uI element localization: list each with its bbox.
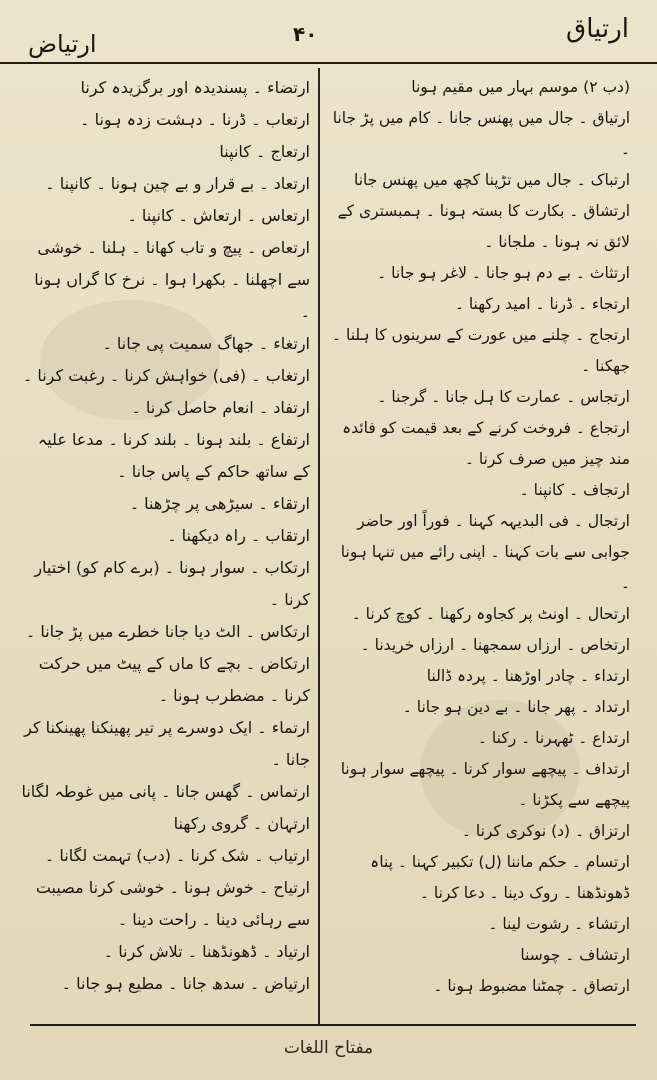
footer-rule — [30, 1024, 636, 1026]
page-number: ۴۰ — [293, 22, 318, 46]
dictionary-entry: ارتخاص ۔ ارزاں سمجھنا ۔ ارزاں خریدنا ۔ — [360, 636, 630, 654]
dictionary-entry: ارتیاح ۔ خوش ہونا ۔ خوشی کرنا مصیبت سے رہائی دینا ۔ راحت دینا ۔ — [35, 878, 310, 929]
running-head-left: ارتیاض — [28, 30, 97, 58]
dictionary-entry: ارتغاب ۔ (فی) خواہش کرنا ۔ رغبت کرنا ۔ — [22, 366, 310, 385]
dictionary-entry: ارتضاء ۔ پسندیدہ اور برگزیدہ کرنا — [80, 78, 310, 97]
right-column — [330, 72, 630, 1002]
page-header — [0, 0, 657, 62]
dictionary-entry: ارتکاب ۔ سوار ہونا ۔ (برے کام کو) اختیار کرنا ۔ — [34, 558, 310, 609]
dictionary-entry: ارتجاس ۔ عمارت کا ہل جانا ۔ گرجنا ۔ — [377, 388, 630, 406]
dictionary-entry: ارتعاج ۔ کانپنا — [219, 142, 310, 161]
dictionary-entry: ارتداف ۔ پیچھے سوار کرنا ۔ پیچھے سوار ہونا پیچھے سے پکڑنا ۔ — [340, 760, 630, 809]
dictionary-entry: ارتہان ۔ گروی رکھنا — [173, 814, 310, 833]
dictionary-entry: ارتحال ۔ اونٹ پر کجاوہ رکھنا ۔ کوچ کرنا ۔ — [351, 605, 630, 623]
dictionary-entry: ارتعاد ۔ بے قرار و بے چین ہونا ۔ کانپنا ۔ — [45, 174, 310, 193]
dictionary-entry: ارتزاق ۔ (د) نوکری کرنا ۔ — [461, 822, 630, 840]
dictionary-entry: ارتکاض ۔ بچے کا ماں کے پیٹ میں حرکت کرنا ۔ مضطرب ہونا ۔ — [38, 654, 310, 705]
dictionary-entry: ارتجاء ۔ ڈرنا ۔ امید رکھنا ۔ — [454, 295, 630, 313]
dictionary-entry: ارتعاص ۔ پیچ و تاب کھانا ۔ ہلنا ۔ خوشی سے اچھلنا ۔ بکھرا ہوا ۔ نرخ کا گراں ہونا ۔ — [34, 238, 310, 321]
dictionary-entry: (دب ۲) موسم بہار میں مقیم ہونا — [411, 78, 630, 96]
dictionary-entry: ارتماس ۔ گھس جانا ۔ پانی میں غوطہ لگانا — [21, 782, 310, 801]
dictionary-entry: ارتفاد ۔ انعام حاصل کرنا ۔ — [131, 398, 310, 417]
dictionary-entry: ارتداد ۔ پھر جانا ۔ بے دین ہو جانا ۔ — [402, 698, 630, 716]
dictionary-entry: ارتشاف ۔ چوسنا — [520, 946, 630, 964]
dictionary-entry: ارتداع ۔ ٹھہرنا ۔ رکنا ۔ — [477, 729, 630, 747]
dictionary-entry: ارتصاق ۔ چمٹنا مضبوط ہونا ۔ — [433, 977, 630, 995]
dictionary-entry: ارتماء ۔ ایک دوسرے پر تیر پھینکنا پھینکنا کر جانا ۔ — [24, 718, 310, 769]
dictionary-entry: ارتجاج ۔ چلنے میں عورت کے سرینوں کا ہلنا ۔ جھکنا ۔ — [331, 326, 630, 375]
dictionary-entry: ارتشاق ۔ بکارت کا بستہ ہونا ۔ ہمبستری کے لائق نہ ہونا ۔ ملجانا ۔ — [337, 202, 630, 251]
running-head-right: ارتیاق — [566, 14, 629, 44]
dictionary-entry: ارتقاب ۔ راہ دیکھنا ۔ — [167, 526, 310, 545]
dictionary-entry: ارتیاض ۔ سدھ جانا ۔ مطیع ہو جانا ۔ — [61, 974, 310, 993]
column-divider — [318, 68, 320, 1024]
dictionary-entry: ارتقاء ۔ سیڑھی پر چڑھنا ۔ — [129, 494, 310, 513]
dictionary-entry: ارتداء ۔ چادر اوڑھنا ۔ پردہ ڈالنا — [426, 667, 630, 685]
dictionary-entry: ارتعاب ۔ ڈرنا ۔ دہشت زدہ ہونا ۔ — [80, 110, 310, 129]
dictionary-entry: ارتفاع ۔ بلند ہونا ۔ بلند کرنا ۔ مدعا علیہ کے ساتھ حاکم کے پاس جانا ۔ — [37, 430, 310, 481]
dictionary-entry: ارتیاد ۔ ڈھونڈھنا ۔ تلاش کرنا ۔ — [103, 942, 310, 961]
left-column — [20, 72, 310, 1000]
header-rule — [0, 62, 657, 64]
dictionary-entry: ارتجال ۔ فی البدیہہ کہنا ۔ فوراً اور حاضر جوابی سے بات کہنا ۔ اپنی رائے میں تنہا ہونا ۔ — [340, 512, 630, 592]
dictionary-entry: ارتعاس ۔ ارتعاش ۔ کانپنا ۔ — [127, 206, 310, 225]
dictionary-entry: ارتسام ۔ حکم ماننا (ل) تکبیر کہنا ۔ پناہ ڈھونڈھنا ۔ روک دینا ۔ دعا کرنا ۔ — [370, 853, 630, 902]
book-title-footer: مفتاح اللغات — [283, 1038, 374, 1058]
dictionary-entry: ارتثاث ۔ بے دم ہو جانا ۔ لاغر ہو جانا ۔ — [377, 264, 630, 282]
dictionary-entry: ارتیاق ۔ جال میں پھنس جانا ۔ کام میں پڑ جانا ۔ — [332, 109, 630, 158]
dictionary-entry: ارتغاء ۔ جھاگ سمیت پی جانا ۔ — [102, 334, 310, 353]
dictionary-entry: ارتکاس ۔ الٹ دیا جانا خطرے میں پڑ جانا ۔ — [25, 622, 310, 641]
dictionary-entry: ارتشاء ۔ رشوت لینا ۔ — [488, 915, 630, 933]
dictionary-entry: ارتجاع ۔ فروخت کرنے کے بعد قیمت کو فائدہ مند چیز میں صرف کرنا ۔ — [342, 419, 630, 468]
dictionary-entry: ارتباک ۔ جال میں تڑپنا کچھ میں پھنس جانا — [354, 171, 630, 189]
dictionary-entry: ارتیاب ۔ شک کرنا ۔ (دب) تہمت لگانا ۔ — [44, 846, 310, 865]
dictionary-entry: ارتجاف ۔ کانپنا ۔ — [519, 481, 630, 499]
